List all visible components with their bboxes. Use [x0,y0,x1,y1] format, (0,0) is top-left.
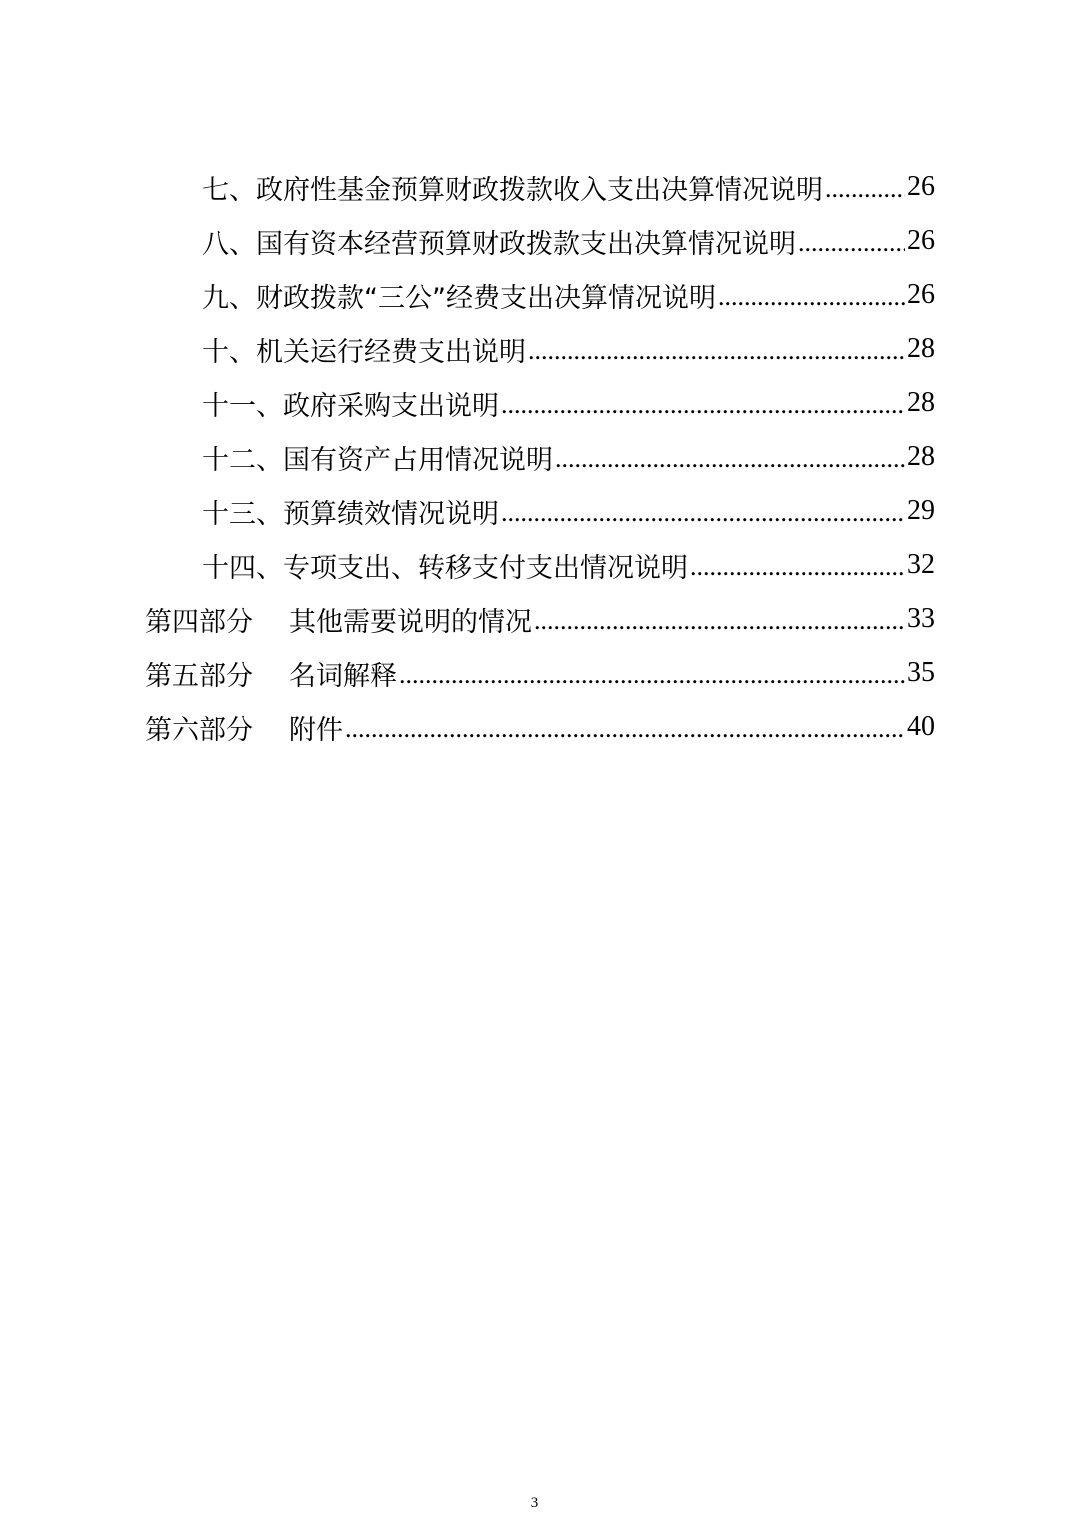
toc-entry[interactable] [202,484,935,538]
toc-page-number: 26 [907,279,935,310]
toc-entry[interactable] [202,268,935,322]
toc-page-number: 40 [907,711,935,742]
toc-part-heading [145,600,532,639]
toc-entry[interactable] [202,376,935,430]
toc-part-label: 第五部分 [145,660,253,692]
toc-dot-leader [345,714,905,744]
toc-part-entry[interactable] [145,646,935,700]
footer-page-number: 3 [530,1495,539,1511]
toc-part-entry[interactable] [145,592,935,646]
toc-dot-leader [798,228,905,258]
toc-part-title: 附件 [289,714,343,746]
toc-page-number: 26 [907,225,935,256]
toc-page-number: 33 [907,603,935,634]
toc-dot-leader [501,390,905,420]
toc-entry[interactable] [202,160,935,214]
toc-page-number: 28 [907,441,935,472]
toc-entry-title: 十二、国有资产占用情况说明 [202,444,553,476]
toc-page-number: 32 [907,549,935,580]
toc-entry[interactable] [202,430,935,484]
toc-page-number: 28 [907,387,935,418]
toc-entry[interactable] [202,214,935,268]
toc-dot-leader [825,174,905,204]
toc-dot-leader [534,606,905,636]
toc-page-number: 28 [907,333,935,364]
toc-dot-leader [528,336,905,366]
toc-part-label: 第四部分 [145,606,253,638]
toc-entry-title: 九、财政拨款“三公”经费支出决算情况说明 [202,282,716,314]
toc-entry[interactable] [202,322,935,376]
toc-part-heading [145,654,397,693]
toc-entry-title: 七、政府性基金预算财政拨款收入支出决算情况说明 [202,174,823,206]
toc-part-entry[interactable] [145,700,935,754]
toc-entry-title: 十三、预算绩效情况说明 [202,498,499,530]
toc-dot-leader [690,552,905,582]
toc-dot-leader [501,498,905,528]
toc-entry-title: 十、机关运行经费支出说明 [202,336,526,368]
toc-dot-leader [718,282,905,312]
toc-part-title: 其他需要说明的情况 [289,606,532,638]
toc-page-number: 26 [907,171,935,202]
toc-entry[interactable] [202,538,935,592]
toc-entry-title: 十四、专项支出、转移支付支出情况说明 [202,552,688,584]
toc-part-heading [145,708,343,747]
toc-entry-title: 八、国有资本经营预算财政拨款支出决算情况说明 [202,228,796,260]
toc-dot-leader [399,660,905,690]
toc-part-title: 名词解释 [289,660,397,692]
toc-page-number: 29 [907,495,935,526]
toc-entry-title: 十一、政府采购支出说明 [202,390,499,422]
toc-dot-leader [555,444,905,474]
toc-page-number: 35 [907,657,935,688]
toc-part-label: 第六部分 [145,714,253,746]
